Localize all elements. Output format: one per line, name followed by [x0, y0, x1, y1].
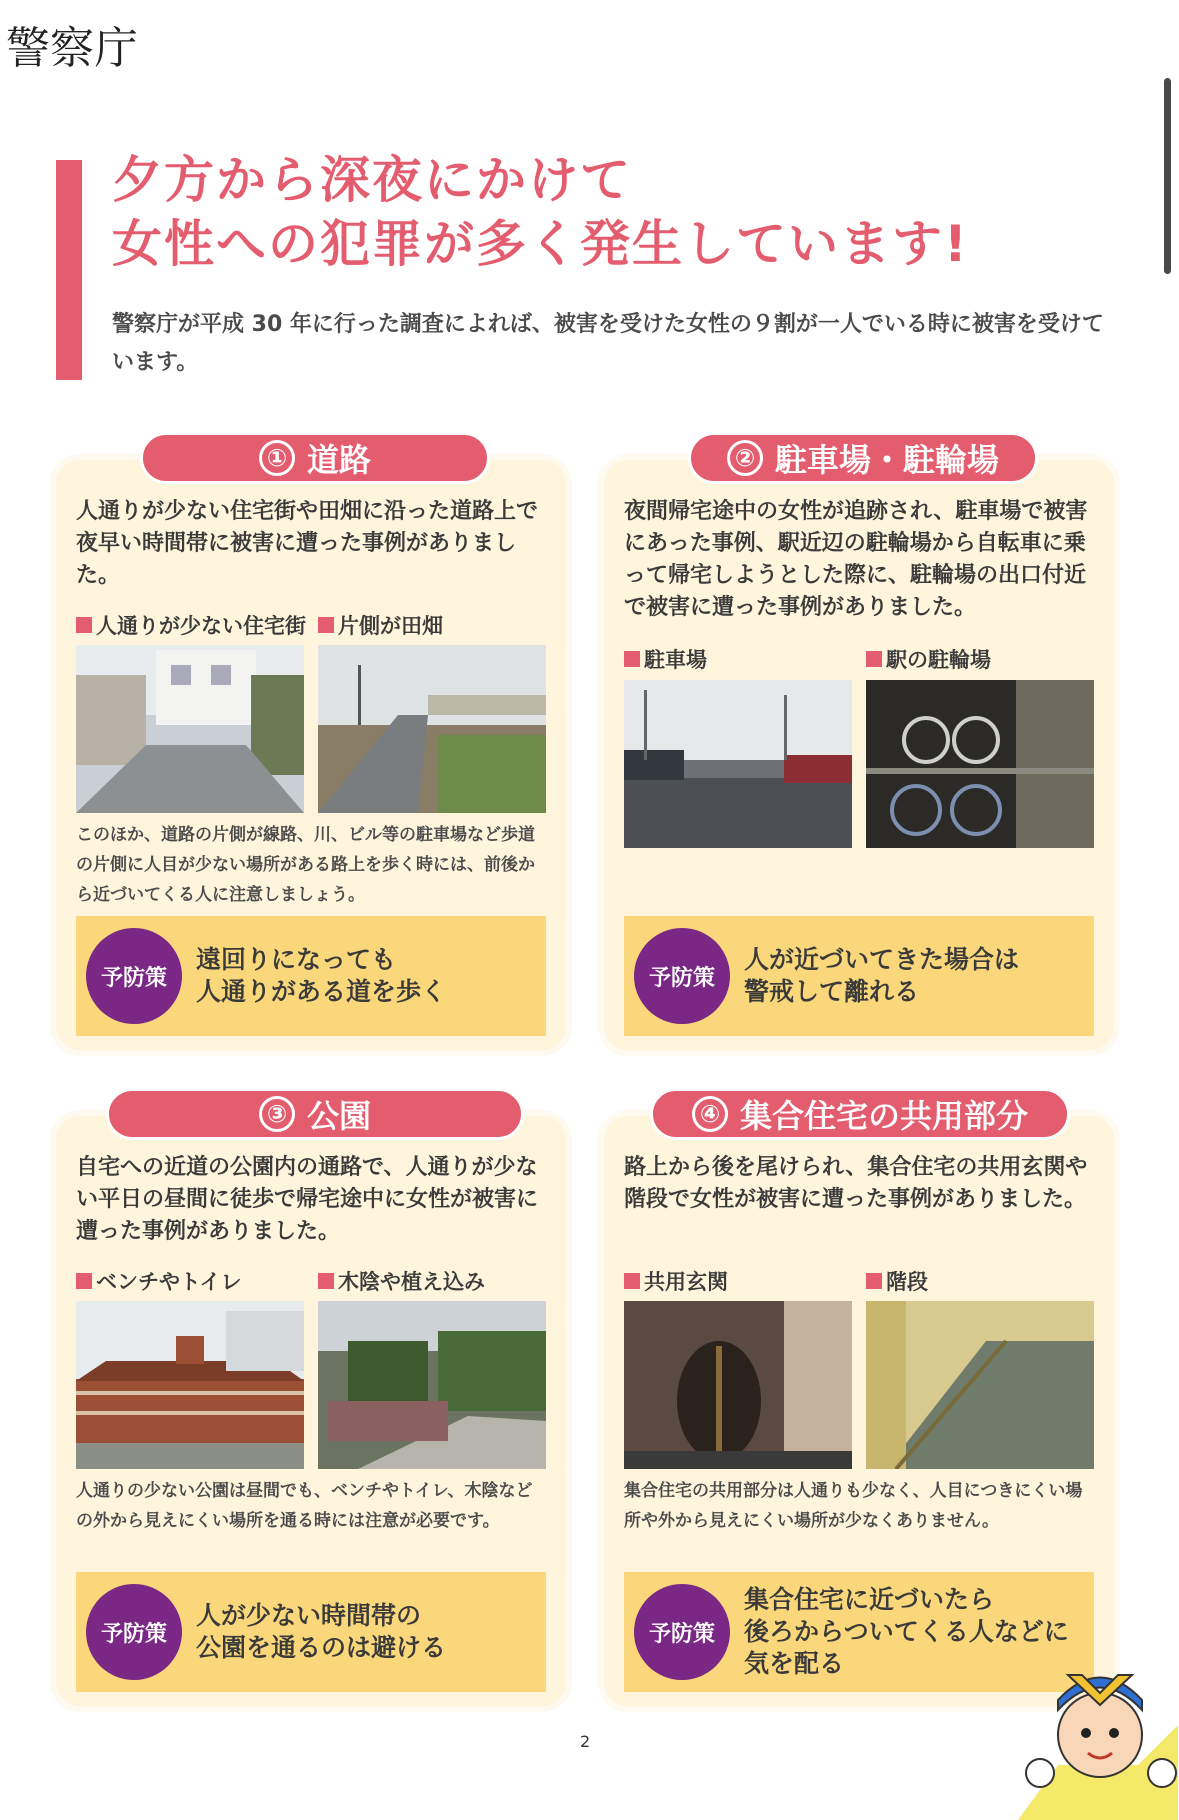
prevention-badge: 予防策 [634, 928, 730, 1024]
card-title-apartment: ④ 集合住宅の共用部分 [650, 1088, 1070, 1140]
photo-label: 木陰や植え込み [318, 1266, 485, 1296]
prevention-badge: 予防策 [86, 928, 182, 1024]
page-number: 2 [580, 1732, 591, 1751]
card-title-road: ① 道路 [140, 432, 490, 484]
police-mascot-illustration [1018, 1655, 1178, 1820]
prevention-text: 人が少ない時間帯の 公園を通るのは避ける [196, 1601, 447, 1662]
card-park [56, 1116, 566, 1706]
prevention-text: 人が近づいてきた場合は 警戒して離れる [744, 945, 1020, 1006]
photo-bicycle-parking [866, 680, 1094, 848]
photo-label: 駅の駐輪場 [866, 644, 991, 674]
photo-label: 階段 [866, 1266, 928, 1296]
prevention-tip [624, 916, 1094, 1036]
photo-residential-street [76, 645, 304, 813]
card-parking [604, 460, 1114, 1050]
prevention-text: 集合住宅に近づいたら 後ろからついてくる人などに 気を配る [744, 1585, 1069, 1678]
photo-park-trees [318, 1301, 546, 1469]
photo-label: 共用玄関 [624, 1266, 728, 1296]
card-body: 自宅への近道の公園内の通路で、人通りが少ない平日の昼間に徒歩で帰宅途中に女性が被害に遭った事例がありました。 [76, 1155, 539, 1244]
card-number: ① [259, 440, 295, 476]
photo-label: 片側が田畑 [318, 610, 443, 640]
photo-stairs [866, 1301, 1094, 1469]
photo-parking-lot [624, 680, 852, 848]
headline: 夕方から深夜にかけて 女性への犯罪が多く発生しています! [112, 151, 969, 273]
card-number: ② [727, 440, 763, 476]
card-body: 人通りが少ない住宅街や田畑に沿った道路上で夜早い時間帯に被害に遭った事例がありました。 [76, 499, 539, 588]
card-body: 路上から後を尾けられ、集合住宅の共用玄関や階段で女性が被害に遭った事例がありました。 [624, 1155, 1088, 1212]
photo-label: ベンチやトイレ [76, 1266, 242, 1296]
prevention-badge: 予防策 [634, 1584, 730, 1680]
prevention-text: 遠回りになっても 人通りがある道を歩く [196, 945, 447, 1006]
card-road [56, 460, 566, 1050]
app-title: 警察庁 [6, 23, 138, 74]
card-title-park: ③ 公園 [106, 1088, 524, 1140]
note-text: 人通りの少ない公園は昼間でも、ベンチやトイレ、木陰などの外から見えにくい場所を通る時には注意が必要です。 [76, 1481, 533, 1531]
photo-label: 駐車場 [624, 644, 707, 674]
prevention-tip [76, 916, 546, 1036]
card-title-parking: ② 駐車場・駐輪場 [688, 432, 1038, 484]
card-number: ③ [259, 1096, 295, 1132]
scrollbar[interactable] [1164, 78, 1171, 274]
card-number: ④ [692, 1096, 728, 1132]
photo-entrance [624, 1301, 852, 1469]
photo-field-road [318, 645, 546, 813]
prevention-tip [76, 1572, 546, 1692]
photo-park-toilet [76, 1301, 304, 1469]
card-apartment [604, 1116, 1114, 1706]
note-text: このほか、道路の片側が線路、川、ビル等の駐車場など歩道の片側に人目が少ない場所がある路上を歩く時には、前後から近づいてくる人に注意しましょう。 [76, 825, 535, 905]
photo-label: 人通りが少ない住宅街 [76, 610, 306, 640]
headline-accent-bar [56, 160, 82, 380]
card-body: 夜間帰宅途中の女性が追跡され、駐車場で被害にあった事例、駅近辺の駐輪場から自転車に乗って帰宅しようとした際に、駐輪場の出口付近で被害に遭った事例がありました。 [624, 499, 1088, 620]
note-text: 集合住宅の共用部分は人通りも少なく、人目につきにくい場所や外から見えにくい場所が少なくありません。 [624, 1481, 1083, 1531]
intro-text: 警察庁が平成 30 年に行った調査によれば、被害を受けた女性の９割が一人でいる時に被害を受けています。 [112, 312, 1104, 375]
prevention-badge: 予防策 [86, 1584, 182, 1680]
